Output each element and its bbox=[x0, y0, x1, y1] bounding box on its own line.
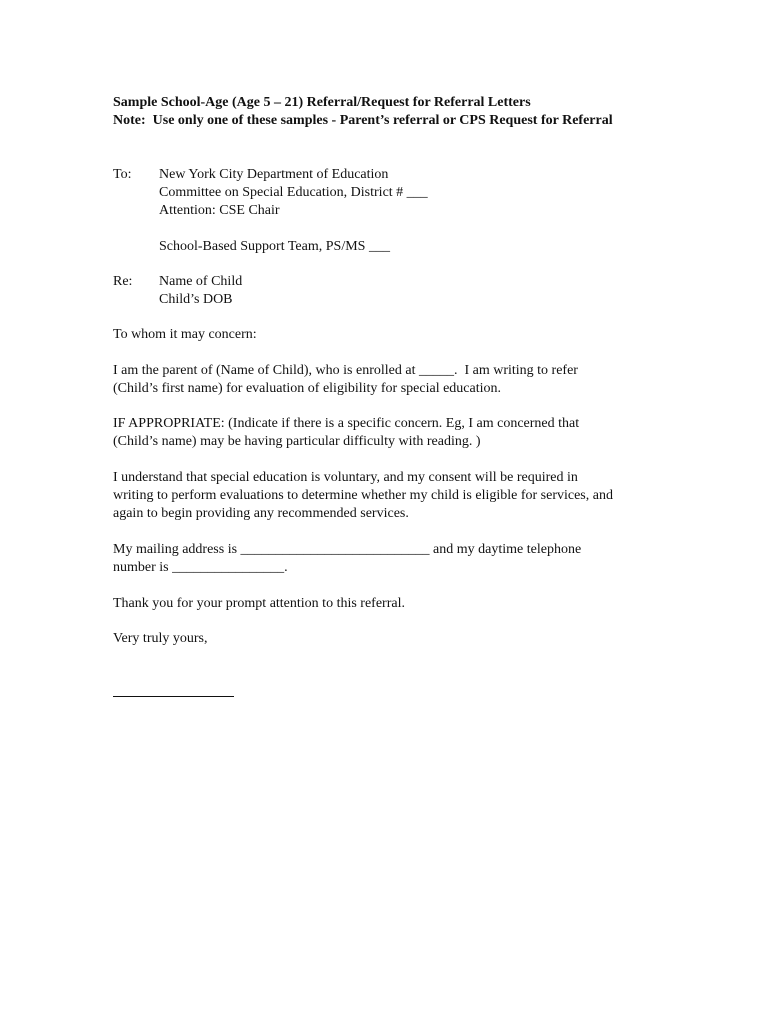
document-note: Note: Use only one of these samples - Parent’s referral or CPS Request for Referral bbox=[113, 113, 613, 128]
paragraph-3-line-1: I understand that special education is voluntary, and my consent will be required in bbox=[113, 470, 578, 485]
signature-line bbox=[113, 696, 234, 697]
to-line-committee: Committee on Special Education, District # ___ bbox=[159, 185, 428, 200]
re-line-child-name: Name of Child bbox=[159, 274, 243, 289]
to-line-department: New York City Department of Education bbox=[159, 167, 389, 182]
paragraph-2-line-1: IF APPROPRIATE: (Indicate if there is a specific concern. Eg, I am concerned that bbox=[113, 416, 580, 431]
paragraph-3-line-2: writing to perform evaluations to determine whether my child is eligible for services, and bbox=[113, 488, 613, 503]
to-line-support-team: School-Based Support Team, PS/MS ___ bbox=[159, 239, 390, 254]
paragraph-5: Thank you for your prompt attention to this referral. bbox=[113, 596, 405, 611]
closing: Very truly yours, bbox=[113, 631, 208, 646]
to-line-attention: Attention: CSE Chair bbox=[159, 203, 280, 218]
document-heading: Sample School-Age (Age 5 – 21) Referral/Request for Referral Letters bbox=[113, 95, 531, 110]
re-line-child-dob: Child’s DOB bbox=[159, 292, 233, 307]
paragraph-4-line-1: My mailing address is ___________________________ and my daytime telephone bbox=[113, 542, 582, 557]
paragraph-1-line-1: I am the parent of (Name of Child), who is enrolled at _____. I am writing to refer bbox=[113, 363, 578, 378]
salutation: To whom it may concern: bbox=[113, 327, 257, 342]
re-label: Re: bbox=[113, 274, 133, 289]
paragraph-1-line-2: (Child’s first name) for evaluation of eligibility for special education. bbox=[113, 381, 502, 396]
to-label: To: bbox=[113, 167, 132, 182]
paragraph-3-line-3: again to begin providing any recommended services. bbox=[113, 506, 409, 521]
paragraph-4-line-2: number is ________________. bbox=[113, 560, 288, 575]
paragraph-2-line-2: (Child’s name) may be having particular difficulty with reading. ) bbox=[113, 434, 481, 449]
